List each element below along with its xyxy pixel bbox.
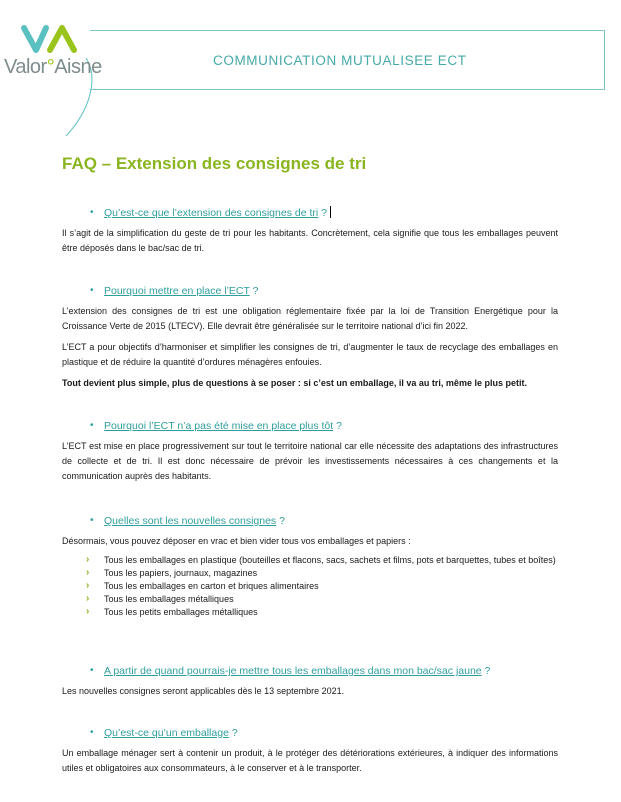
faq-section-3	[62, 419, 558, 484]
faq-answer-2c: Tout devient plus simple, plus de questions à se poser : si c’est un emballage, il va au tri, même le plus petit.	[62, 378, 527, 388]
list-item: › Tous les petits emballages métalliques	[86, 606, 258, 617]
bullet-icon: •	[90, 727, 94, 738]
list-item: › Tous les emballages en carton et briques alimentaires	[86, 580, 319, 591]
faq-section-4	[62, 514, 558, 619]
faq-question-6[interactable]: • Qu’est-ce qu’un emballage ?	[90, 727, 238, 739]
bullet-icon: •	[90, 665, 94, 676]
list-item: › Tous les papiers, journaux, magazines	[86, 567, 258, 578]
consignes-list	[62, 554, 558, 619]
faq-section-1	[62, 206, 558, 256]
faq-section-5	[62, 664, 558, 699]
faq-question-3[interactable]: • Pourquoi l’ECT n’a pas été mise en place plus tôt ?	[90, 420, 342, 432]
faq-answer-2b: L’ECT a pour objectifs d’harmoniser et simplifier les consignes de tri, d’augmenter le taux de recyclage des emballages en plastique et de réduire la quantité d’ordures ménagères enfouies.	[62, 342, 558, 367]
page-title: FAQ – Extension des consignes de tri	[62, 154, 367, 173]
chevron-right-icon: ›	[86, 567, 90, 578]
faq-answer-1: Il s’agit de la simplification du geste de tri pour les habitants. Concrètement, cela signifie que tous les emballages peuvent être déposés dans le bac/sac de tri.	[62, 228, 558, 253]
chevron-right-icon: ›	[86, 580, 90, 591]
faq-answer-4: Désormais, vous pouvez déposer en vrac et bien vider tous vos emballages et papiers :	[62, 536, 411, 546]
faq-question-2[interactable]: • Pourquoi mettre en place l’ECT ?	[90, 285, 259, 297]
list-item: › Tous les emballages en plastique (bouteilles et flacons, sacs, sachets et films, pots et barquettes, tubes et boîtes)	[86, 554, 556, 565]
faq-question-5[interactable]: • A partir de quand pourrais-je mettre tous les emballages dans mon bac/sac jaune ?	[90, 665, 491, 677]
chevron-right-icon: ›	[86, 606, 90, 617]
bullet-icon: •	[90, 420, 94, 431]
faq-answer-6: Un emballage ménager sert à contenir un produit, à le protéger des détériorations extérieures, à indiquer des informations utiles et obligatoires aux consommateurs, à le conserver et à le transporter.	[62, 748, 558, 773]
logo-wordmark: Valor°Aisne	[4, 56, 102, 78]
chevron-right-icon: ›	[86, 593, 90, 604]
bullet-icon: •	[90, 207, 94, 218]
list-item: › Tous les emballages métalliques	[86, 593, 234, 604]
faq-question-4[interactable]: • Quelles sont les nouvelles consignes ?	[90, 515, 285, 527]
faq-answer-2a: L’extension des consignes de tri est une obligation réglementaire fixée par la loi de Transition Energétique pour la Croissance Verte de 2015 (LTECV). Elle devrait être généralisée sur le territoire national d’ici fin 2022.	[62, 306, 558, 331]
faq-answer-5: Les nouvelles consignes seront applicables dès le 13 septembre 2021.	[62, 686, 345, 696]
bullet-icon: •	[90, 515, 94, 526]
text-cursor	[330, 206, 331, 218]
bullet-icon: •	[90, 285, 94, 296]
header-title: COMMUNICATION MUTUALISEE ECT	[213, 53, 467, 68]
faq-section-2	[62, 284, 558, 391]
faq-section-6	[62, 726, 558, 776]
chevron-right-icon: ›	[86, 554, 90, 565]
faq-question-1[interactable]: • Qu’est-ce que l’extension des consignes de tri ?	[62, 206, 558, 220]
faq-answer-3: L’ECT est mise en place progressivement sur tout le territoire national car elle nécessite des adaptations des infrastructures de collecte et de tri. Il est donc nécessaire de prévoir les investissements nécessaires à ces changements et la communication auprès des habitants.	[62, 441, 558, 481]
